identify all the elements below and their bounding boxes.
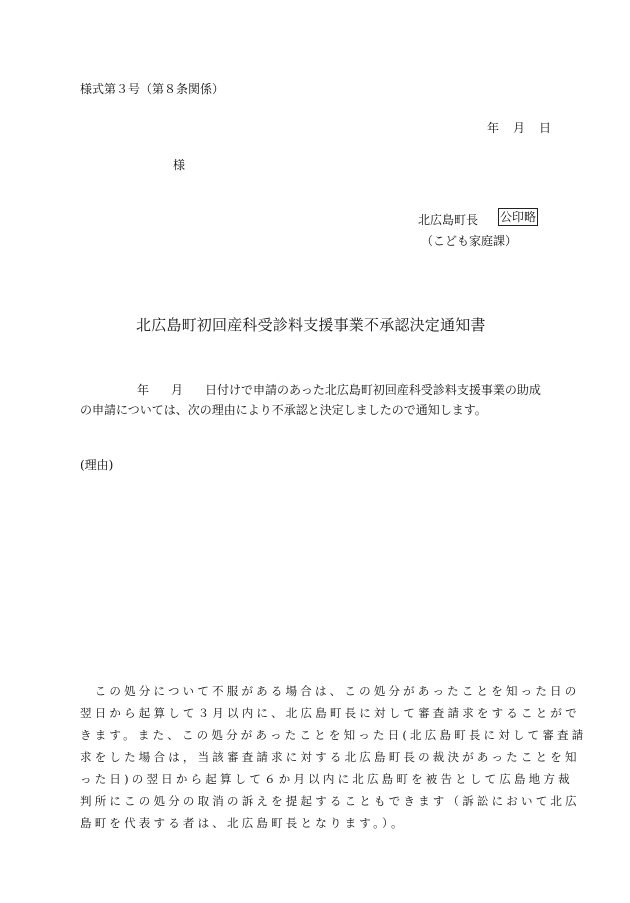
- body-month-label: 月: [171, 383, 184, 397]
- appeal-line: 島町を代表する者は、北広島町長となります。）。: [80, 816, 406, 830]
- issuer-name: 北広島町長: [418, 213, 479, 227]
- appeal-notice: [80, 680, 587, 834]
- date-month-label: 月: [513, 121, 526, 135]
- date-day-label: 日: [539, 121, 552, 135]
- issuing-department: （こども家庭課）: [421, 234, 518, 248]
- notice-body-line-2: の申請については、次の理由により不承認と決定しましたので通知します。: [80, 403, 487, 417]
- seal-omitted-box: 公印略: [500, 210, 537, 224]
- date-line: [487, 119, 551, 136]
- appeal-line: った日)の翌日から起算して６か月以内に北広島町を被告として広島地方裁: [80, 772, 573, 786]
- appeal-line: きます。また、この処分があったことを知った日(北広島町長に対して審査請: [80, 728, 587, 742]
- appeal-line: 翌日から起算して３月以内に、北広島町長に対して審査請求をすることがで: [80, 706, 580, 720]
- appeal-line: 求をした場合は，当該審査請求に対する北広島町長の裁決があったことを知: [80, 750, 580, 764]
- document-title: 北広島町初回産科受診料支援事業不承認決定通知書: [136, 316, 486, 334]
- date-year-label: 年: [487, 121, 500, 135]
- reason-label: (理由): [80, 458, 114, 472]
- appeal-line: この処分について不服がある場合は、この処分があったことを知った日の: [80, 684, 580, 698]
- appeal-line: 判所にこの処分の取消の訴えを提起することもできます（訴訟において北広: [80, 794, 580, 808]
- body-line1-text: 日付けで申請のあった北広島町初回産科受診料支援事業の助成: [205, 383, 541, 397]
- form-number: 様式第３号（第８条関係）: [80, 82, 225, 96]
- notice-body-line-1: [80, 380, 560, 400]
- body-year-label: 年: [137, 383, 150, 397]
- addressee-honorific: 様: [173, 158, 186, 172]
- notice-body: [80, 380, 560, 420]
